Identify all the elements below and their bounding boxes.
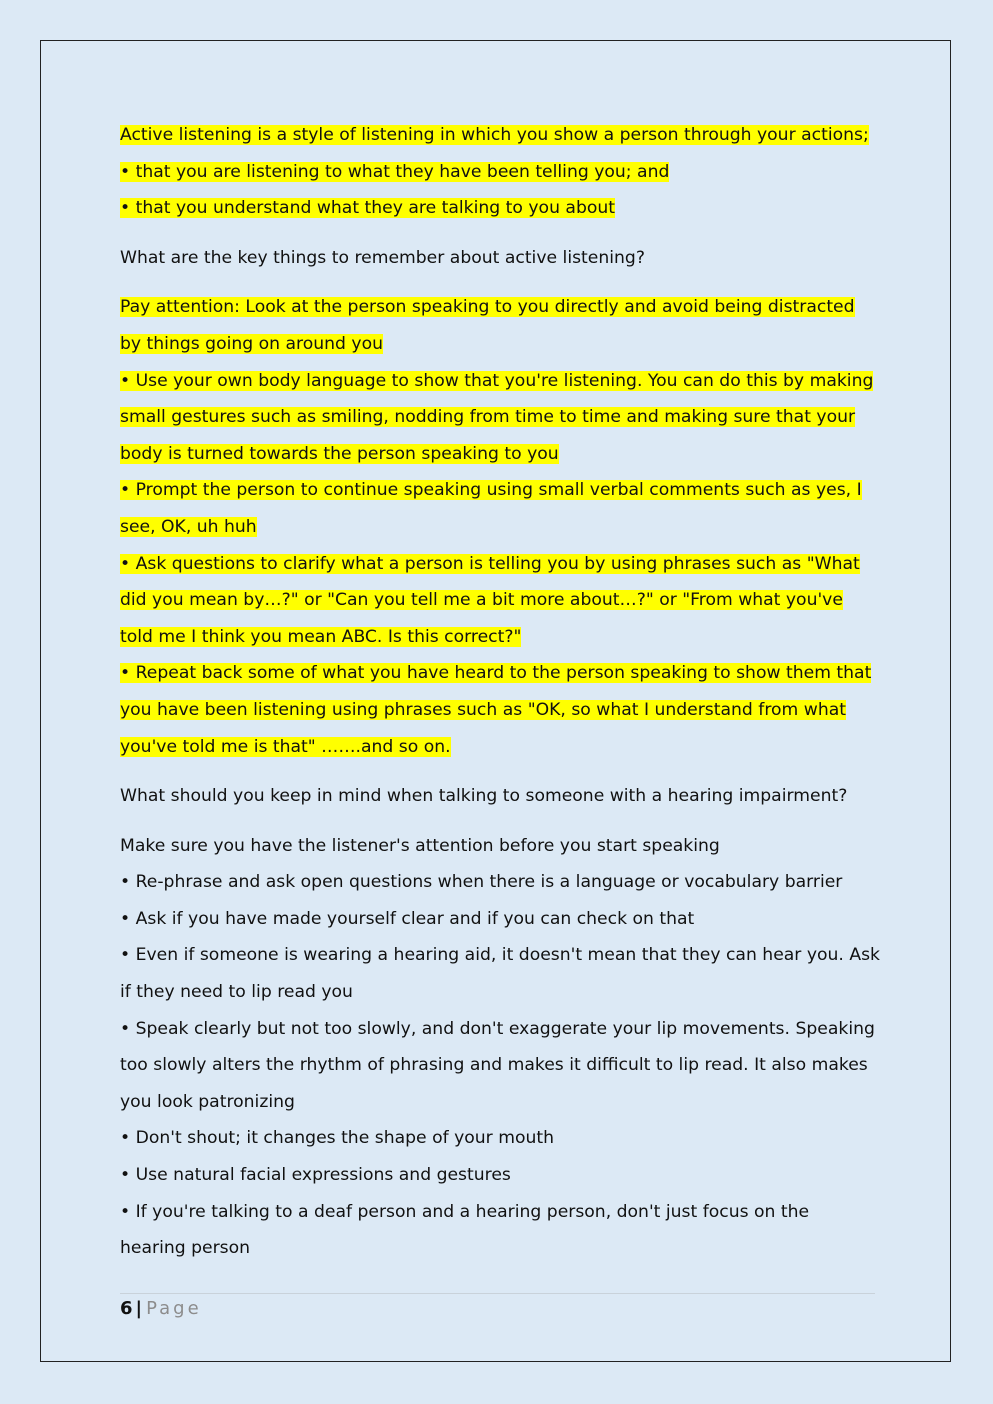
hearing-tip-item: Make sure you have the listener's attention before you start speaking (120, 835, 720, 856)
key-thing-item: • Prompt the person to continue speaking using small verbal comments such as yes, I see, OK, uh huh (120, 480, 862, 537)
key-thing-item: Pay attention: Look at the person speaking to you directly and avoid being distracted by things going on around you (120, 297, 855, 354)
page-label: Page (146, 1298, 202, 1319)
hearing-tip-item: • Ask if you have made yourself clear and if you can check on that (120, 908, 695, 929)
hearing-impairment-question: What should you keep in mind when talking to someone with a hearing impairment? (120, 786, 848, 807)
hearing-tip-item: • Don't shout; it changes the shape of your mouth (120, 1128, 554, 1149)
key-thing-item: • Use your own body language to show that you're listening. You can do this by making small gestures such as smiling, nodding from time to time and making sure that your body is turned towards the person speaking to you (120, 370, 874, 464)
key-things-question: What are the key things to remember about active listening? (120, 247, 645, 268)
hearing-tip-item: • Speak clearly but not too slowly, and don't exaggerate your lip movements. Speaking too slowly alters the rhythm of phrasing and makes it difficult to lip read. It also makes you look patronizing (120, 1018, 875, 1112)
key-thing-item: • Repeat back some of what you have heard to the person speaking to show them that you have been listening using phrases such as "OK, so what I understand from what you've told me is that" …….and so on. (120, 663, 872, 757)
footer-separator: | (135, 1298, 143, 1319)
hearing-tip-item: • Use natural facial expressions and gestures (120, 1165, 511, 1186)
hearing-tip-item: • If you're talking to a deaf person and a hearing person, don't just focus on the hearing person (120, 1201, 810, 1259)
key-thing-item: • Ask questions to clarify what a person is telling you by using phrases such as "What did you mean by…?" or "Can you tell me a bit more about…?" or "From what you've told me I think you mean ABC. Is this correct?" (120, 553, 860, 647)
page-number: 6 (120, 1298, 133, 1319)
document-page (40, 40, 951, 1362)
hearing-tip-item: • Even if someone is wearing a hearing aid, it doesn't mean that they can hear you. Ask if they need to lip read you (120, 945, 881, 1003)
page-footer (120, 1293, 875, 1322)
active-listening-intro: Active listening is a style of listening in which you show a person through your actions; (120, 125, 869, 145)
page-content (120, 117, 880, 1267)
hearing-tip-item: • Re-phrase and ask open questions when there is a language or vocabulary barrier (120, 872, 843, 893)
active-listening-point: • that you understand what they are talking to you about (120, 198, 616, 219)
active-listening-point: • that you are listening to what they have been telling you; and (120, 161, 670, 182)
